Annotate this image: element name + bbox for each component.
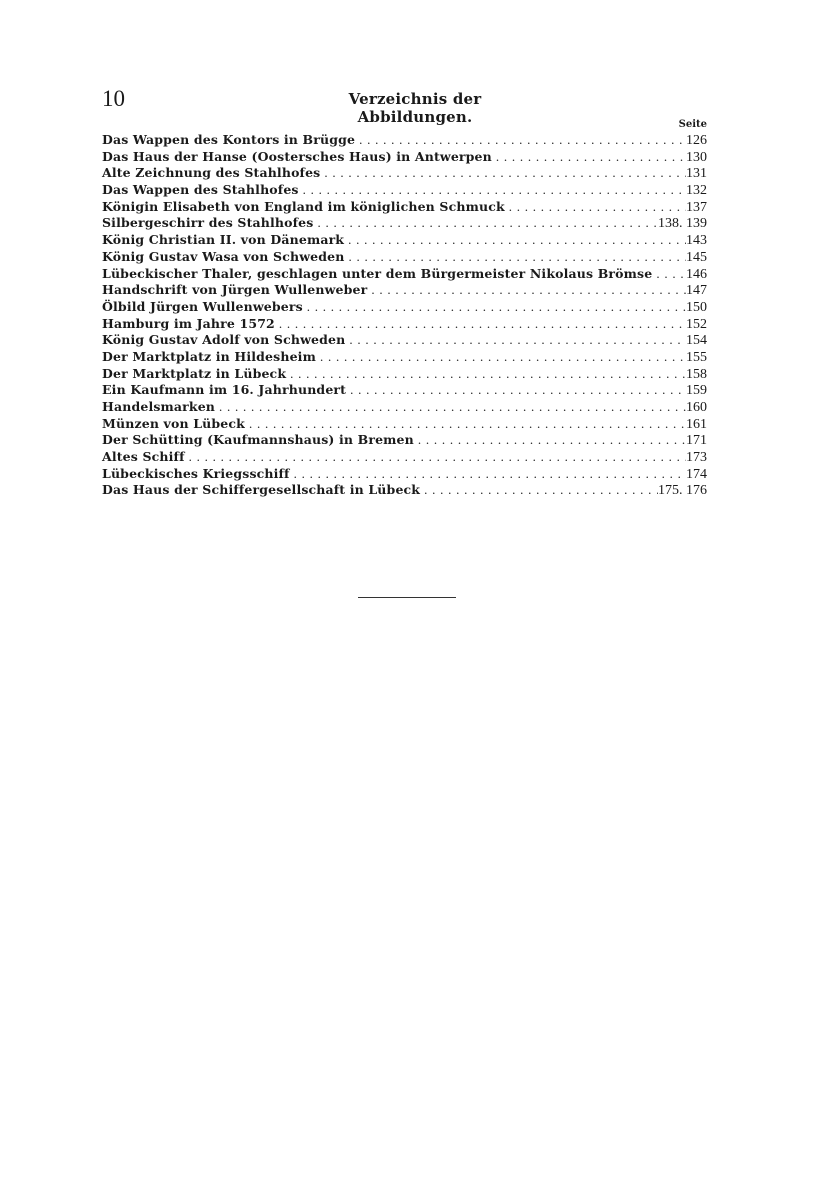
running-head: Verzeichnis der Abbildungen. — [348, 90, 482, 126]
entry-page: 154 — [686, 333, 707, 349]
dot-leader — [652, 266, 686, 283]
entry-title: Der Marktplatz in Hildesheim — [102, 348, 316, 364]
entry-page: 137 — [686, 199, 707, 215]
dot-leader — [355, 132, 686, 149]
entry-page: 175. 176 — [658, 483, 707, 499]
dot-leader — [344, 249, 686, 266]
list-item — [102, 282, 707, 299]
list-item — [102, 332, 707, 349]
entry-title: Silbergeschirr des Stahlhofes — [102, 215, 314, 231]
entry-title: König Christian II. von Dänemark — [102, 232, 345, 248]
dot-leader — [245, 416, 686, 433]
list-item — [102, 382, 707, 399]
entry-title: König Gustav Adolf von Schweden — [102, 332, 346, 348]
list-item — [102, 432, 707, 449]
section-end-rule — [358, 597, 456, 598]
dot-leader — [299, 182, 686, 199]
list-item — [102, 366, 707, 383]
list-item — [102, 316, 707, 333]
page-column-label: Seite — [678, 119, 707, 130]
dot-leader — [492, 149, 686, 166]
list-item — [102, 449, 707, 466]
dot-leader — [505, 199, 686, 216]
list-item — [102, 215, 707, 232]
list-item — [102, 416, 707, 433]
list-item — [102, 232, 707, 249]
list-item — [102, 149, 707, 166]
entry-title: Das Haus der Hanse (Oostersches Haus) in Antwerpen — [102, 148, 492, 164]
entry-page: 173 — [686, 450, 707, 466]
entry-page: 158 — [686, 366, 707, 382]
entry-title: Ein Kaufmann im 16. Jahrhundert — [102, 382, 347, 398]
list-item — [102, 266, 707, 283]
dot-leader — [320, 165, 686, 182]
list-item — [102, 165, 707, 182]
dot-leader — [414, 432, 686, 449]
dot-leader — [313, 215, 658, 232]
entry-page: 126 — [686, 133, 707, 148]
entry-title: Das Haus der Schiffergesellschaft in Lübeck — [102, 482, 421, 498]
entry-title: Der Marktplatz in Lübeck — [102, 365, 287, 381]
dot-leader — [290, 466, 686, 483]
list-item — [102, 349, 707, 366]
entry-page: 143 — [686, 233, 707, 249]
entry-title: Altes Schiff — [102, 449, 185, 465]
list-item — [102, 299, 707, 316]
entry-title: Lübeckischer Thaler, geschlagen unter dem Bürgermeister Nikolaus Brömse — [102, 265, 653, 281]
dot-leader — [286, 366, 686, 383]
entry-page: 152 — [686, 316, 707, 332]
entry-title: Königin Elisabeth von England im königlichen Schmuck — [102, 198, 505, 214]
entry-page: 132 — [686, 183, 707, 199]
entry-page: 138. 139 — [658, 216, 707, 232]
list-item — [102, 182, 707, 199]
dot-leader — [316, 349, 686, 366]
entry-page: 159 — [686, 383, 707, 399]
entry-title: Hamburg im Jahre 1572 — [102, 315, 275, 331]
entry-page: 171 — [686, 433, 707, 449]
list-item — [102, 482, 707, 499]
entry-page: 131 — [686, 166, 707, 182]
list-item — [102, 132, 707, 149]
entry-page: 130 — [686, 149, 707, 165]
list-item — [102, 199, 707, 216]
dot-leader — [303, 299, 686, 316]
page-number: 10 — [102, 86, 125, 111]
entry-title: Lübeckisches Kriegsschiff — [102, 465, 290, 481]
dot-leader — [367, 282, 686, 299]
list-item — [102, 249, 707, 266]
entry-page: 160 — [686, 400, 707, 415]
entry-page: 146 — [686, 266, 707, 282]
list-item — [102, 466, 707, 483]
dot-leader — [345, 332, 686, 349]
entry-title: Handschrift von Jürgen Wullenweber — [102, 282, 368, 298]
entry-title: Das Wappen des Kontors in Brügge — [102, 132, 356, 147]
entry-title: König Gustav Wasa von Schweden — [102, 248, 345, 264]
entry-page: 145 — [686, 249, 707, 265]
dot-leader — [344, 232, 686, 249]
dot-leader — [215, 399, 686, 416]
dot-leader — [275, 316, 686, 333]
dot-leader — [420, 482, 658, 499]
entry-title: Handelsmarken — [102, 399, 216, 414]
entry-page: 147 — [686, 283, 707, 299]
entry-page: 174 — [686, 466, 707, 482]
list-item — [102, 399, 707, 416]
entry-title: Ölbild Jürgen Wullenwebers — [102, 298, 303, 314]
entry-title: Der Schütting (Kaufmannshaus) in Bremen — [102, 432, 414, 448]
entry-title: Das Wappen des Stahlhofes — [102, 182, 299, 198]
entry-title: Münzen von Lübeck — [102, 415, 245, 431]
dot-leader — [185, 449, 686, 466]
dot-leader — [346, 382, 686, 399]
illustration-list — [102, 132, 707, 499]
entry-page: 161 — [686, 416, 707, 432]
entry-page: 155 — [686, 349, 707, 365]
entry-page: 150 — [686, 299, 707, 315]
entry-title: Alte Zeichnung des Stahlhofes — [102, 165, 321, 181]
